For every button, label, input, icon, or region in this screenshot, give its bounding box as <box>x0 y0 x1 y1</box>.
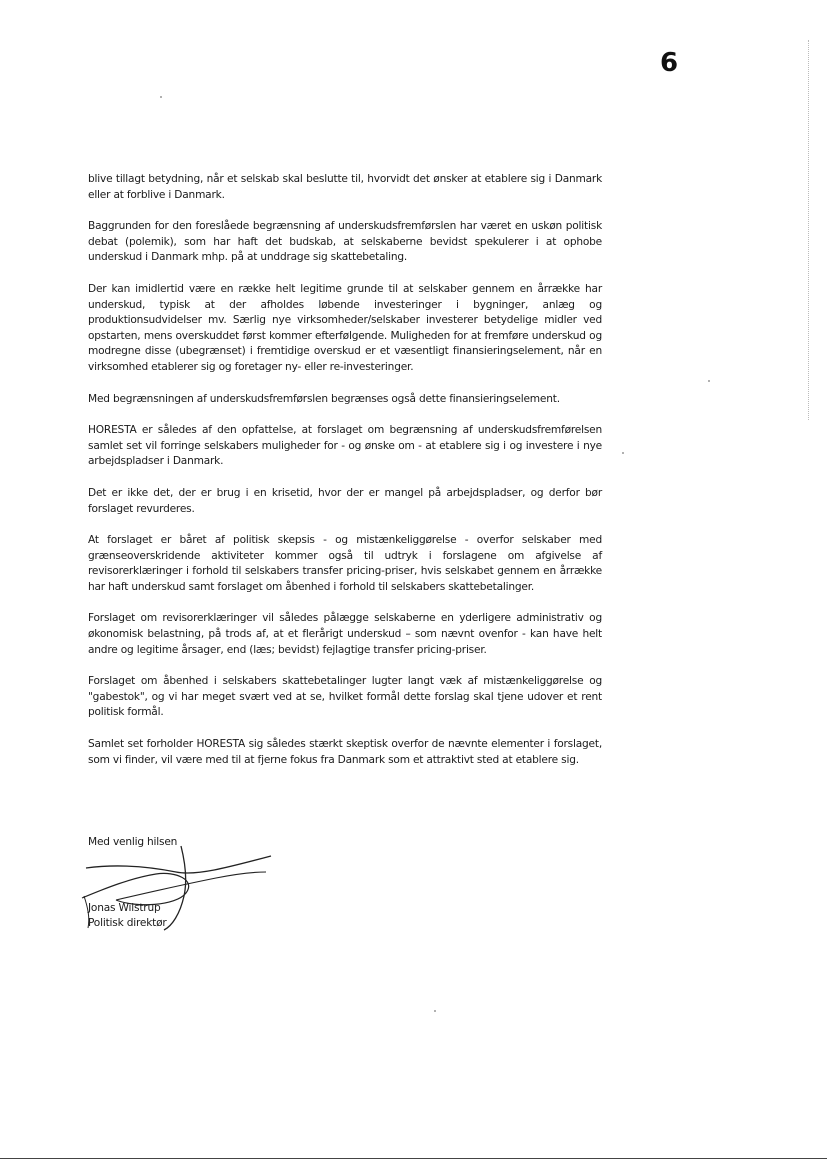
paragraph-5: HORESTA er således af den opfattelse, at forslaget om begrænsning af underskudsfremførelsen samlet set vil forringe selskabers muligheder for - og ønske om - at etablere sig i og investere i nye arbejdspladser i Danmark. <box>88 424 602 468</box>
paragraph-9: Forslaget om åbenhed i selskabers skattebetalinger lugter langt væk af mistænkeliggørelse og "gabestok", og vi har meget svært ved at se, hvilket formål dette forslag skal tjene udover et rent politisk formål. <box>88 675 602 719</box>
paragraph-4: Med begrænsningen af underskudsfremførslen begrænses også dette finansieringselement. <box>88 392 560 405</box>
page-bottom-edge <box>0 1158 827 1159</box>
scan-speck <box>622 452 624 454</box>
signer-title: Politisk direktør <box>88 917 167 929</box>
scan-speck <box>434 1010 436 1012</box>
scan-edge-mark <box>808 40 810 420</box>
paragraph-7: At forslaget er båret af politisk skepsis - og mistænkeliggørelse - overfor selskaber med grænseoverskridende aktiviteter kommer også til udtryk i forslagene om afgivelse af revisorerklæringer i forhold til selskabers transfer pricing-priser, hvis selskabet gennem en årrække har haft underskud samt forslaget om åbenhed i forhold til selskabers skattebetalinger. <box>88 534 602 593</box>
paragraph-2: Baggrunden for den foreslåede begrænsning af underskudsfremførslen har været en uskøn politisk debat (polemik), som har haft det budskab, at selskaberne bevidst spekulerer i at ophobe underskud i Danmark mhp. på at unddrage sig skattebetaling. <box>88 220 602 264</box>
paragraph-10: Samlet set forholder HORESTA sig således stærkt skeptisk overfor de nævnte elementer i forslaget, som vi finder, vil være med til at fjerne fokus fra Danmark som et attraktivt sted at etablere sig. <box>88 738 602 766</box>
scan-speck <box>708 380 710 382</box>
paragraph-8: Forslaget om revisorerklæringer vil således pålægge selskaberne en yderligere administrativ og økonomisk belastning, på trods af, at et flerårigt underskud – som nævnt ovenfor - kan have helt andre og legitime årsager, end (læs; bevidst) fejlagtige transfer pricing-priser. <box>88 612 602 656</box>
paragraph-3: Der kan imidlertid være en række helt legitime grunde til at selskaber gennem en årrække har underskud, typisk at der afholdes løbende investeringer i bygninger, anlæg og produktionsudvidelser mv. Særlig nye virksomheder/selskaber investerer betydelige midler ved opstarten, mens overskuddet først kommer efterfølgende. Muligheden for at fremføre underskud og modregne disse (ubegrænset) i fremtidige overskud er et væsentligt finansieringselement, når en virksomhed etablerer sig og foretager ny- eller re-investeringer. <box>88 282 602 373</box>
paragraph-6: Det er ikke det, der er brug i en krisetid, hvor der er mangel på arbejdspladser, og derfor bør forslaget revurderes. <box>88 486 602 515</box>
scan-speck <box>160 96 162 98</box>
signer-name: Jonas Wilstrup <box>88 902 161 914</box>
closing-greeting: Med venlig hilsen <box>88 836 178 848</box>
paragraph-1: blive tillagt betydning, når et selskab skal beslutte til, hvorvidt det ønsker at etablere sig i Danmark eller at forblive i Danmark. <box>88 173 602 201</box>
page-number: 6 <box>660 48 679 78</box>
letter-body <box>88 172 602 784</box>
